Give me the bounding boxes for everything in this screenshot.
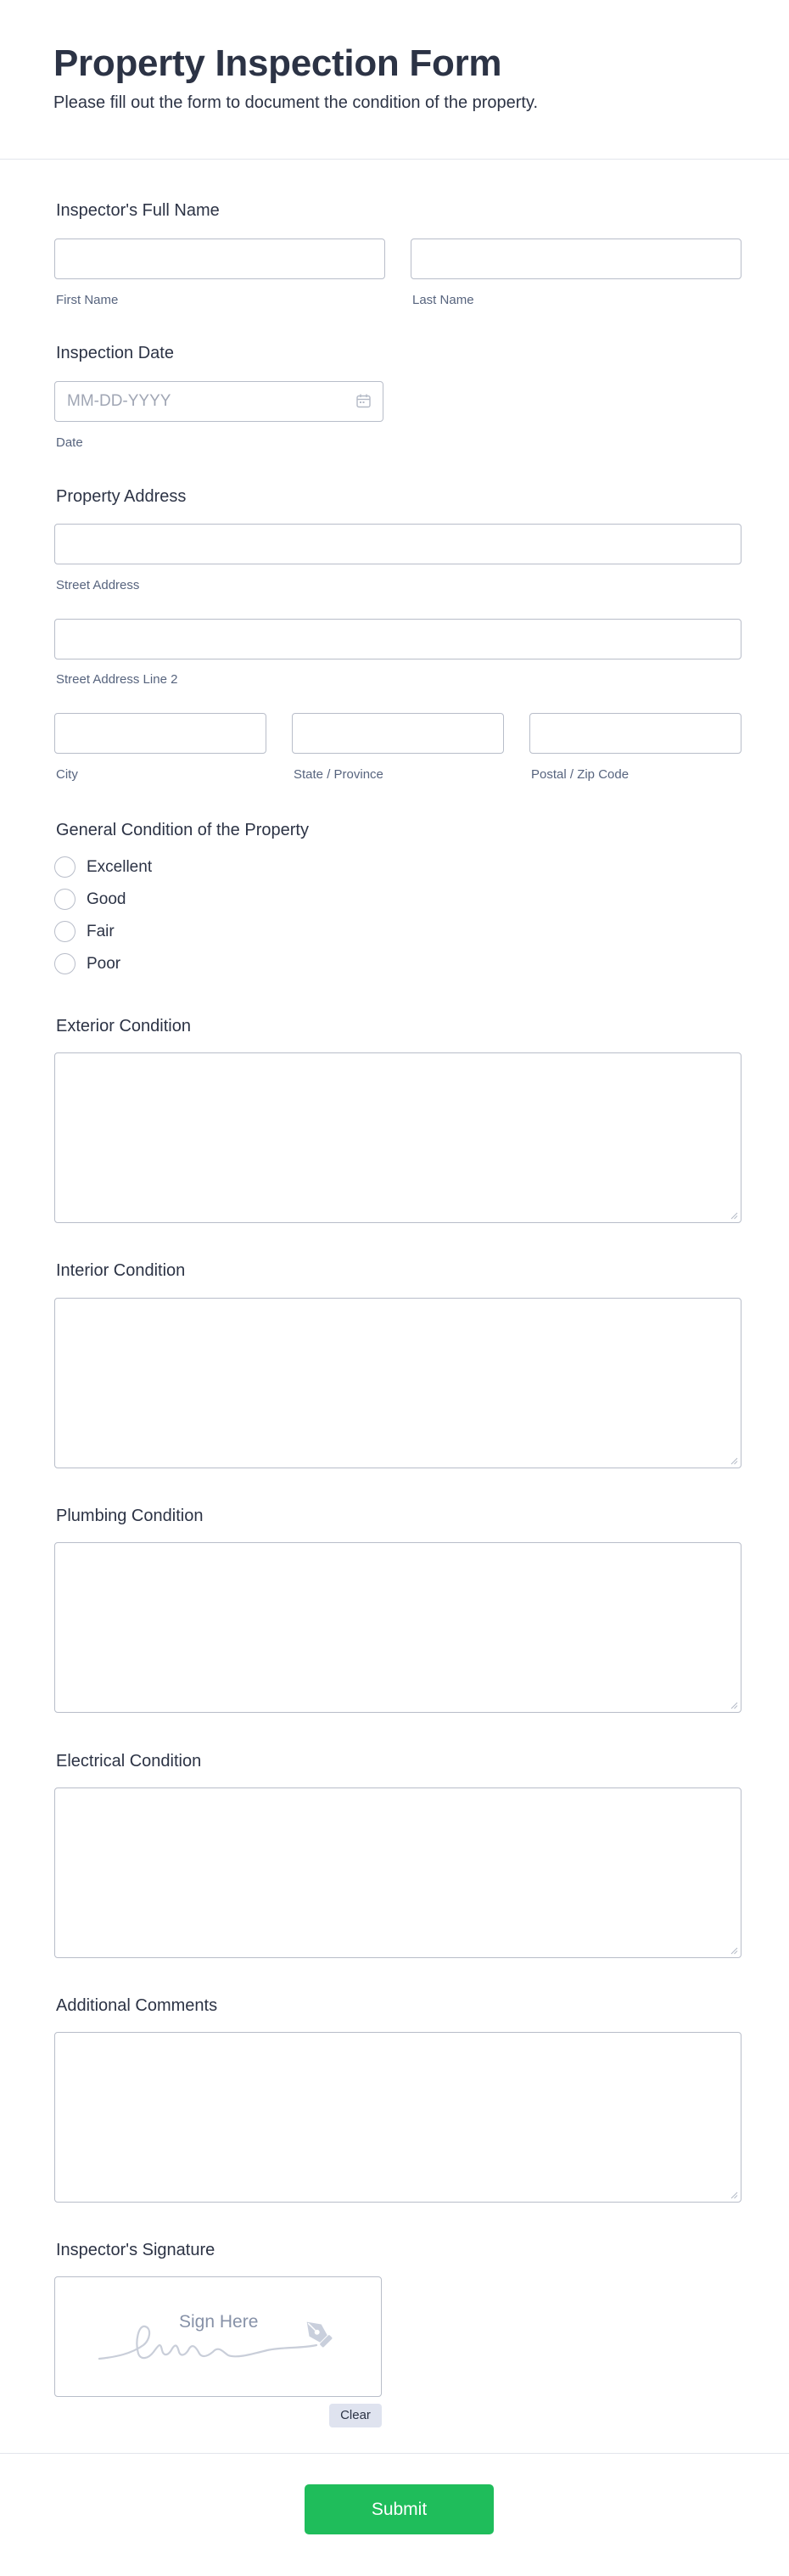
form-subtitle: Please fill out the form to document the condition of the property. — [53, 93, 539, 112]
plumbing-condition-label: Plumbing Condition — [56, 1507, 204, 1525]
postal-code-input[interactable] — [529, 713, 741, 754]
street-address-sublabel: Street Address — [56, 578, 140, 592]
radio-label: Fair — [87, 923, 115, 940]
interior-condition-textarea[interactable] — [54, 1298, 741, 1468]
resize-grip-icon[interactable] — [730, 1212, 738, 1220]
radio-button[interactable] — [54, 856, 76, 878]
state-province-input[interactable] — [292, 713, 504, 754]
submit-button[interactable]: Submit — [305, 2484, 494, 2534]
property-address-label: Property Address — [56, 487, 187, 506]
city-sublabel: City — [56, 767, 78, 782]
date-sublabel: Date — [56, 435, 83, 450]
street-address-line2-sublabel: Street Address Line 2 — [56, 672, 178, 687]
clear-signature-button[interactable]: Clear — [329, 2404, 382, 2427]
first-name-sublabel: First Name — [56, 293, 119, 307]
state-province-sublabel: State / Province — [294, 767, 383, 782]
general-condition-label: General Condition of the Property — [56, 821, 309, 839]
date-placeholder: MM-DD-YYYY — [67, 392, 171, 410]
pen-nib-icon — [298, 2313, 335, 2350]
additional-comments-textarea[interactable] — [54, 2032, 741, 2203]
interior-condition-label: Interior Condition — [56, 1261, 186, 1280]
electrical-condition-label: Electrical Condition — [56, 1752, 202, 1771]
radio-label: Good — [87, 890, 126, 908]
calendar-icon[interactable] — [356, 394, 371, 408]
form-header — [0, 0, 789, 160]
radio-button[interactable] — [54, 921, 76, 942]
radio-button[interactable] — [54, 889, 76, 910]
signature-pad[interactable] — [54, 2276, 382, 2397]
resize-grip-icon[interactable] — [730, 1702, 738, 1709]
street-address-input[interactable] — [54, 524, 741, 564]
electrical-condition-textarea[interactable] — [54, 1787, 741, 1958]
exterior-condition-textarea[interactable] — [54, 1052, 741, 1223]
inspection-date-label: Inspection Date — [56, 344, 174, 362]
sign-here-placeholder: Sign Here — [179, 2312, 259, 2332]
plumbing-condition-textarea[interactable] — [54, 1542, 741, 1713]
exterior-condition-label: Exterior Condition — [56, 1017, 191, 1035]
additional-comments-label: Additional Comments — [56, 1996, 218, 2015]
radio-label: Poor — [87, 955, 121, 973]
postal-code-sublabel: Postal / Zip Code — [531, 767, 630, 782]
resize-grip-icon[interactable] — [730, 2192, 738, 2199]
date-input[interactable] — [54, 381, 383, 422]
footer-divider — [0, 2453, 789, 2454]
radio-button[interactable] — [54, 953, 76, 974]
signature-label: Inspector's Signature — [56, 2241, 215, 2259]
inspector-name-label: Inspector's Full Name — [56, 201, 220, 220]
city-input[interactable] — [54, 713, 266, 754]
last-name-sublabel: Last Name — [412, 293, 474, 307]
form-title: Property Inspection Form — [53, 42, 502, 84]
resize-grip-icon[interactable] — [730, 1457, 738, 1465]
last-name-input[interactable] — [411, 239, 741, 279]
first-name-input[interactable] — [54, 239, 385, 279]
street-address-line2-input[interactable] — [54, 619, 741, 659]
resize-grip-icon[interactable] — [730, 1947, 738, 1955]
radio-label: Excellent — [87, 858, 153, 876]
